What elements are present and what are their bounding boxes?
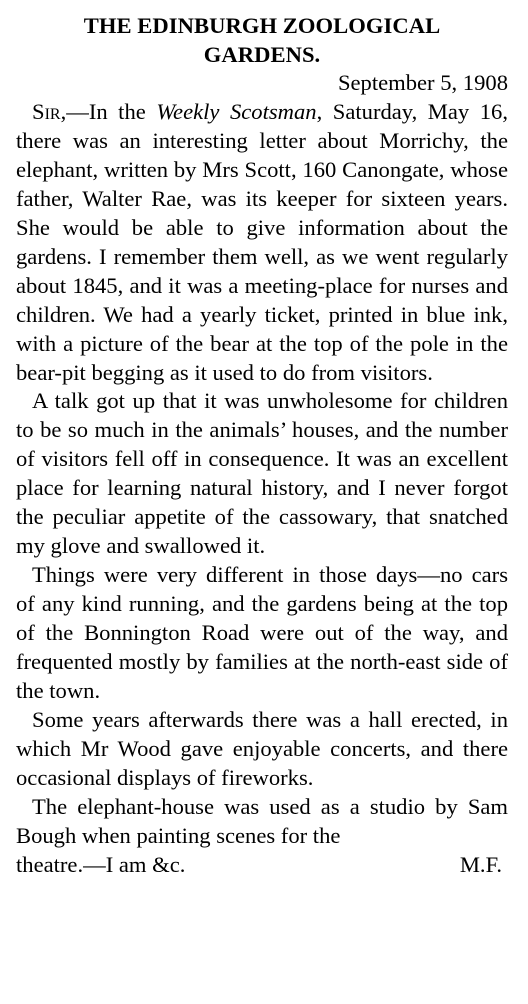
closing-text: theatre.—I am &c. [16, 851, 186, 877]
paragraph-1 [16, 98, 508, 388]
paragraph-4: Some years afterwards there was a hall erected, in which Mr Wood gave enjoyable concerts, and there occasional displays of fireworks. [16, 706, 508, 790]
letter-date: September 5, 1908 [337, 70, 508, 95]
paragraph-5: The elephant-house was used as a studio by Sam Bough when painting scenes for the [16, 793, 508, 848]
title-line-2: GARDENS. [203, 41, 321, 67]
title-line-1: THE EDINBURGH ZOOLOGICAL [83, 13, 441, 38]
signature: M.F. [459, 851, 502, 877]
salutation: Sir [32, 98, 61, 124]
publication-name: Weekly Scotsman [156, 98, 317, 124]
signoff-line [16, 851, 508, 880]
paragraph-1-lead: ,—In the [60, 98, 157, 124]
paragraph-3: Things were very different in those days—no cars of any kind running, and the gardens being at the top of the Bonnington Road were out of the way, and frequented mostly by families at the north-east side of the town. [16, 562, 508, 704]
paragraph-1-body: , Saturday, May 16, there was an interesting letter about Morrichy, the elephant, written by Mrs Scott, 160 Canongate, whose father, Walter Rae, was its keeper for sixteen years. She would be able to give information about the gardens. I remember them well, as we went regularly about 1845, and it was a meeting-place for nurses and children. We had a yearly ticket, printed in blue ink, with a picture of the bear at the top of the pole in the bear-pit begging as it used to do from visitors. [16, 98, 508, 385]
letter-article [16, 12, 508, 880]
paragraph-2: A talk got up that it was unwholesome for children to be so much in the animals’ houses, and the number of visitors fell off in consequence. It was an excellent place for learning natural history, and I never forgot the peculiar appetite of the cassowary, that snatched my glove and swallowed it. [16, 388, 508, 559]
article-title [16, 12, 508, 69]
